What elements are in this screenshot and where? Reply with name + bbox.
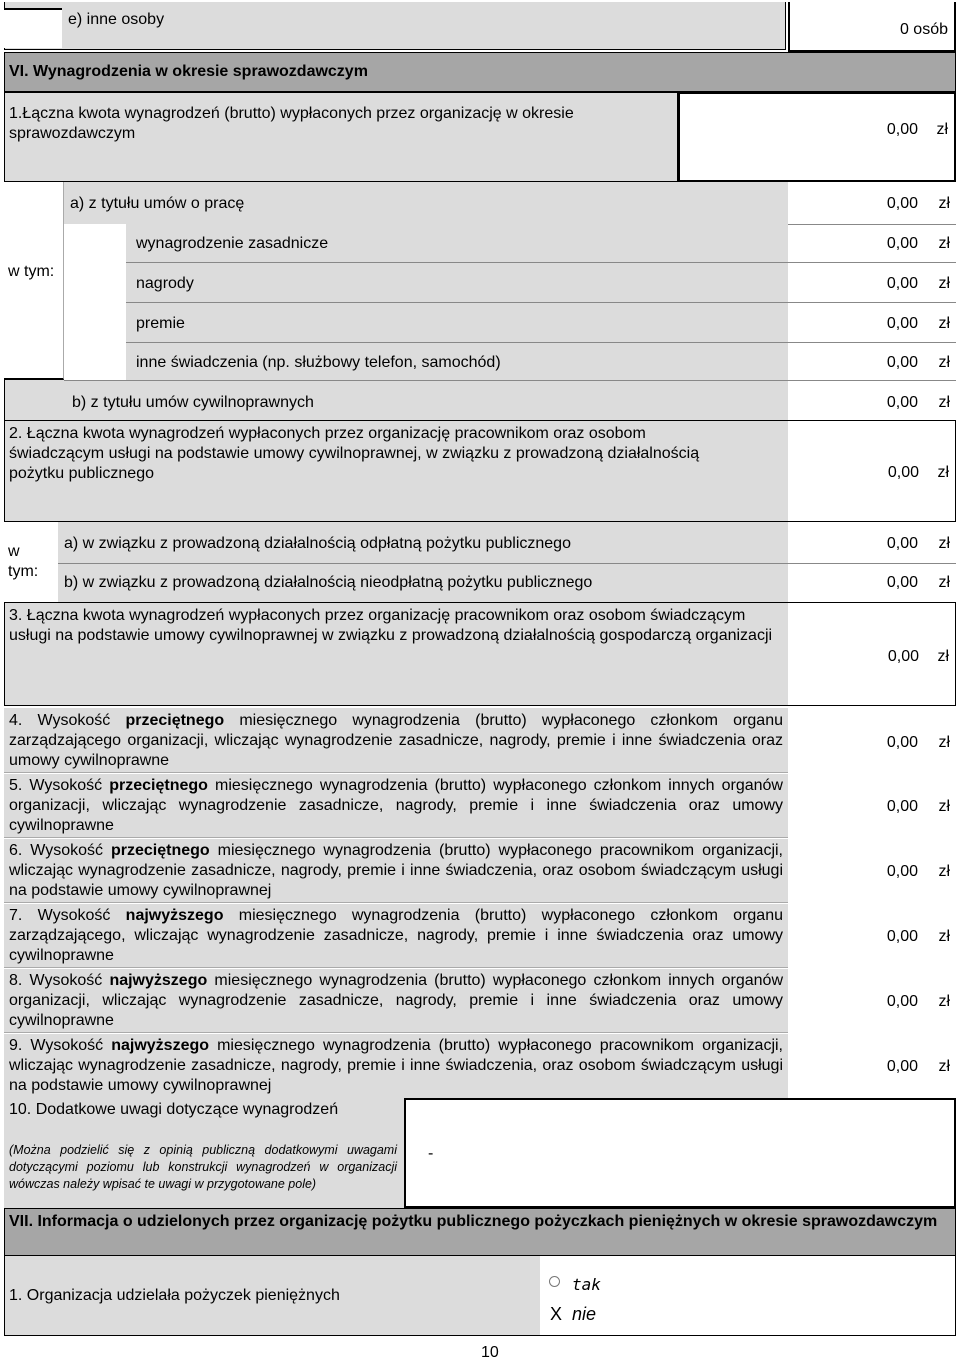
q8-unit: zł [938,993,950,1010]
q9-post: miesięcznego wynagrodzenia (brutto) wypłaconego pracownikom organizacji, wliczając wynagrodzenie zasadnicze, nagrody, premie i inne świadczenia, oraz osobom świadczącym usługi na podstawie umowy cywilnoprawnej [9,1037,783,1094]
q8-pre: 8. Wysokość [9,972,110,989]
q5-text [9,776,783,836]
a-employment-label: a) z tytułu umów o pracę [70,195,245,212]
a-employment-unit: zł [938,195,950,212]
separator [126,262,956,263]
paid-activity-label: a) w związku z prowadzoną działalnością odpłatną pożytku publicznego [64,535,571,552]
q9-unit: zł [938,1058,950,1075]
total3-label: 3. Łączna kwota wynagrodzeń wypłaconych przez organizację pracownikom oraz osobom świadczącym usługi na podstawie umowy cywilnoprawnej w związku z prowadzoną działalnością gospodarczą organizacji [9,607,773,644]
q7-value[interactable]: 0,00 [886,928,918,945]
bonuses-unit: zł [938,315,950,332]
q4-bold: przeciętnego [125,712,225,729]
bonuses-value[interactable]: 0,00 [886,315,918,332]
b-civil-label: b) z tytułu umów cywilnoprawnych [72,394,314,411]
total2-label: 2. Łączna kwota wynagrodzeń wypłaconych przez organizację pracownikom oraz osobom świadczącym usługi na podstawie umowy cywilnoprawnej, w związku z prowadzoną działalnością pożytku publicznego [9,425,700,482]
q7-text [9,906,783,966]
total2-value-box[interactable] [788,421,955,521]
q8-text [9,971,783,1031]
total1-value: 0,00 [886,121,918,138]
q4-post: miesięcznego wynagrodzenia (brutto) wypłaconego członkom organu zarządzającego organizacji, wliczając wynagrodzenie zasadnicze, nagrody, premie i inne świadczenia oraz umowy cywilnoprawne [9,712,783,769]
values-column [788,182,956,420]
q4-text [9,711,783,771]
loans-options [540,1256,956,1336]
option-no-mark[interactable]: X [550,1304,563,1324]
unpaid-activity-unit: zł [938,574,950,591]
separator [126,342,956,343]
b-civil-unit: zł [938,394,950,411]
q7-bold: najwyższego [125,907,224,924]
separator [58,563,956,564]
total3-value: 0,00 [887,648,919,665]
b-civil-value[interactable]: 0,00 [886,394,918,411]
q5-post: miesięcznego wynagrodzenia (brutto) wypłaconego członkom innych organów organizacji, wliczając wynagrodzenie zasadnicze, nagrody, premie i inne świadczenia oraz umowy cywilnoprawne [9,777,783,834]
q7-pre: 7. Wysokość [9,907,126,924]
q8-bold: najwyższego [109,972,208,989]
q4-pre: 4. Wysokość [9,712,126,729]
awards-unit: zł [938,275,950,292]
q5-bold: przeciętnego [109,777,208,794]
paid-activity-value[interactable]: 0,00 [886,535,918,552]
unpaid-activity-value[interactable]: 0,00 [886,574,918,591]
q9-pre: 9. Wysokość [9,1037,112,1054]
q9-value[interactable]: 0,00 [886,1058,918,1075]
row-e-value: 0 osób [899,21,948,38]
q7-post: miesięcznego wynagrodzenia (brutto) wypłaconego członkom organu zarządzającego, wliczając wynagrodzenie zasadnicze, nagrody, premie i inne świadczenia oraz umowy cywilnoprawne [9,907,783,964]
base-salary-label: wynagrodzenie zasadnicze [136,235,329,252]
q5-pre: 5. Wysokość [9,777,110,794]
page-number: 10 [481,1344,499,1361]
total1-unit: zł [936,121,948,138]
remarks-label: 10. Dodatkowe uwagi dotyczące wynagrodzeń [9,1101,339,1118]
radio-yes-icon[interactable] [549,1276,560,1287]
total2-unit: zł [937,464,949,481]
option-no-label[interactable]: nie [572,1304,597,1324]
section6-title: VI. Wynagrodzenia w okresie sprawozdawczym [9,63,368,80]
other-benefits-value[interactable]: 0,00 [886,354,918,371]
a-employment-value[interactable]: 0,00 [886,195,918,212]
values-column-2 [788,522,956,602]
total1-label: 1.Łączna kwota wynagrodzeń (brutto) wypłaconych przez organizację w okresie sprawozdawczym [9,105,574,142]
q6-post: miesięcznego wynagrodzenia (brutto) wypłaconego pracownikom organizacji, wliczając wynagrodzenie zasadnicze, nagrody, premie i inne świadczenia, oraz osobom świadczącym usługi na podstawie umowy cywilnoprawnej [9,842,783,899]
separator [64,380,956,381]
q6-bold: przeciętnego [111,842,210,859]
q6-unit: zł [938,863,950,880]
total1-value-box[interactable] [678,92,956,182]
q4-unit: zł [938,734,950,751]
base-salary-value[interactable]: 0,00 [886,235,918,252]
q6-value[interactable]: 0,00 [886,863,918,880]
remarks-value: - [428,1145,434,1162]
q9-bold: najwyższego [111,1037,210,1054]
row-e-value-box[interactable] [788,2,956,52]
total3-unit: zł [937,648,949,665]
sub-indent-cell [64,224,126,380]
row-e-label: e) inne osoby [68,11,165,28]
q6-text [9,841,783,901]
q8-post: miesięcznego wynagrodzenia (brutto) wypłaconego członkom innych organów organizacji, wliczając wynagrodzenie zasadnicze, nagrody, premie i inne świadczenia oraz umowy cywilnoprawne [9,972,783,1029]
other-benefits-unit: zł [938,354,950,371]
q6-pre: 6. Wysokość [9,842,111,859]
total3-value-box[interactable] [788,603,955,705]
loans-label: 1. Organizacja udzielała pożyczek pieniężnych [9,1287,340,1304]
separator [788,224,956,225]
q9-text [9,1036,783,1096]
awards-value[interactable]: 0,00 [886,275,918,292]
q7-unit: zł [938,928,950,945]
q8-value[interactable]: 0,00 [886,993,918,1010]
separator [126,302,956,303]
row-e-left-notch [4,8,62,48]
w-tym2-label: w tym: [8,543,39,580]
section7-title: VII. Informacja o udzielonych przez organizację pożytku publicznego pożyczkach pieniężnych w okresie sprawozdawczym [9,1213,938,1230]
awards-label: nagrody [136,275,194,292]
paid-activity-unit: zł [938,535,950,552]
bonuses-label: premie [136,315,185,332]
total2-value: 0,00 [887,464,919,481]
q4-value[interactable]: 0,00 [886,734,918,751]
w-tym-label: w tym: [8,263,55,280]
base-salary-unit: zł [938,235,950,252]
other-benefits-label: inne świadczenia (np. służbowy telefon, samochód) [136,354,501,371]
remarks-hint: (Można podzielić się z opinią publiczną dodatkowymi uwagami dotyczącymi poziomu lub konstrukcji wynagrodzeń w organizacji wówczas należy wpisać te uwagi w przygotowane pole) [9,1143,397,1191]
q5-unit: zł [938,798,950,815]
q5-value[interactable]: 0,00 [886,798,918,815]
remarks-field[interactable] [404,1098,956,1208]
unpaid-activity-label: b) w związku z prowadzoną działalnością nieodpłatną pożytku publicznego [64,574,593,591]
option-yes-label[interactable]: tak [572,1275,601,1294]
